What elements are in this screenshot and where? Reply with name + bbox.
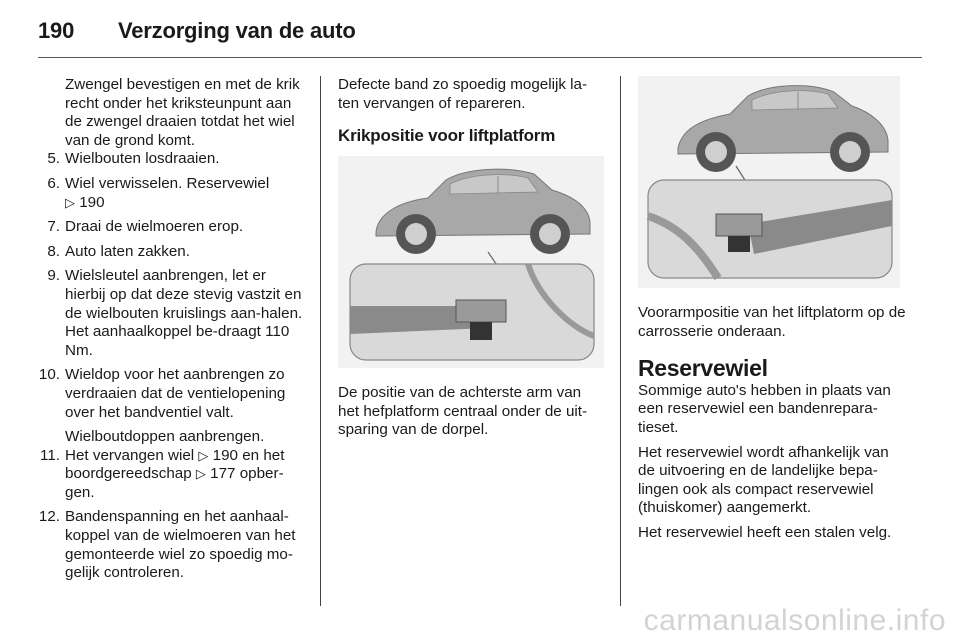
header-rule [38, 57, 922, 58]
triangle-ref-icon: ▷ [65, 194, 75, 210]
list-item: 6. Wiel verwisselen. Reservewiel ▷ 190 [47, 174, 270, 211]
list-item: 12. Bandenspanning en het aanhaal-koppel van de wielmoeren van het gemonteerde wiel zo spoedig mo-gelijk controleren. [38, 508, 296, 582]
column-1 [38, 76, 308, 589]
list-item: 8. Auto laten zakken. [47, 242, 190, 260]
paragraph: Het reservewiel wordt afhankelijk van de uitvoering en de landelijke bepa-lingen ook als compact reservewiel (thuiskomer) aangemerkt. [638, 443, 889, 517]
list-item: 7. Draai de wielmoeren erop. [47, 218, 244, 236]
column-3 [638, 304, 906, 543]
step-4-continuation: Zwengel bevestigen en met de krik recht onder het kriksteunpunt aan de zwengel draaien totdat het wiel van de grond komt. [65, 76, 300, 149]
figure-caption: De positie van de achterste arm van het hefplatform centraal onder de uit-sparing van de dorpel. [338, 384, 588, 439]
list-item: 9. Wielsleutel aanbrengen, let er hierbij op dat deze stevig vastzit en de wielbouten kruislings aan-halen. Het aanhaalkoppel be-draagt 110 Nm. [47, 267, 303, 359]
section-heading: Reservewiel [638, 355, 768, 382]
column-divider-1 [320, 76, 321, 606]
page-ref: 190 [79, 193, 105, 211]
intro-paragraph: Defecte band zo spoedig mogelijk la-ten vervangen of repareren. [338, 76, 588, 112]
column-2-caption [338, 384, 604, 440]
page-title: Verzorging van de auto [118, 18, 356, 43]
page-number: 190 [38, 18, 75, 43]
page-header [38, 18, 356, 44]
step-10-continuation: Wielboutdoppen aanbrengen. [65, 428, 265, 446]
paragraph: Het reservewiel heeft een stalen velg. [638, 523, 892, 541]
figure-caption: Voorarmpositie van het liftplatorm op de carrosserie onderaan. [638, 304, 906, 340]
rear-lift-arm-illustration [338, 156, 604, 368]
paragraph: Sommige auto's hebben in plaats van een reservewiel een bandenrepara-tieset. [638, 381, 891, 436]
column-2 [338, 76, 604, 146]
column-divider-2 [620, 76, 621, 606]
watermark: carmanualsonline.info [643, 604, 946, 637]
triangle-ref-icon: ▷ [195, 466, 206, 482]
triangle-ref-icon: ▷ [198, 447, 209, 463]
list-item: 11. Het vervangen wiel ▷ 190 en het boordgereedschap ▷ 177 opber-gen. [40, 446, 285, 501]
list-item: 10. Wieldop voor het aanbrengen zo verdraaien dat de ventielopening over het bandventiel valt. [38, 366, 286, 421]
list-item: 5. Wielbouten losdraaien. [47, 150, 220, 168]
section-heading: Krikpositie voor liftplatform [338, 126, 556, 146]
front-lift-arm-illustration [638, 76, 900, 288]
